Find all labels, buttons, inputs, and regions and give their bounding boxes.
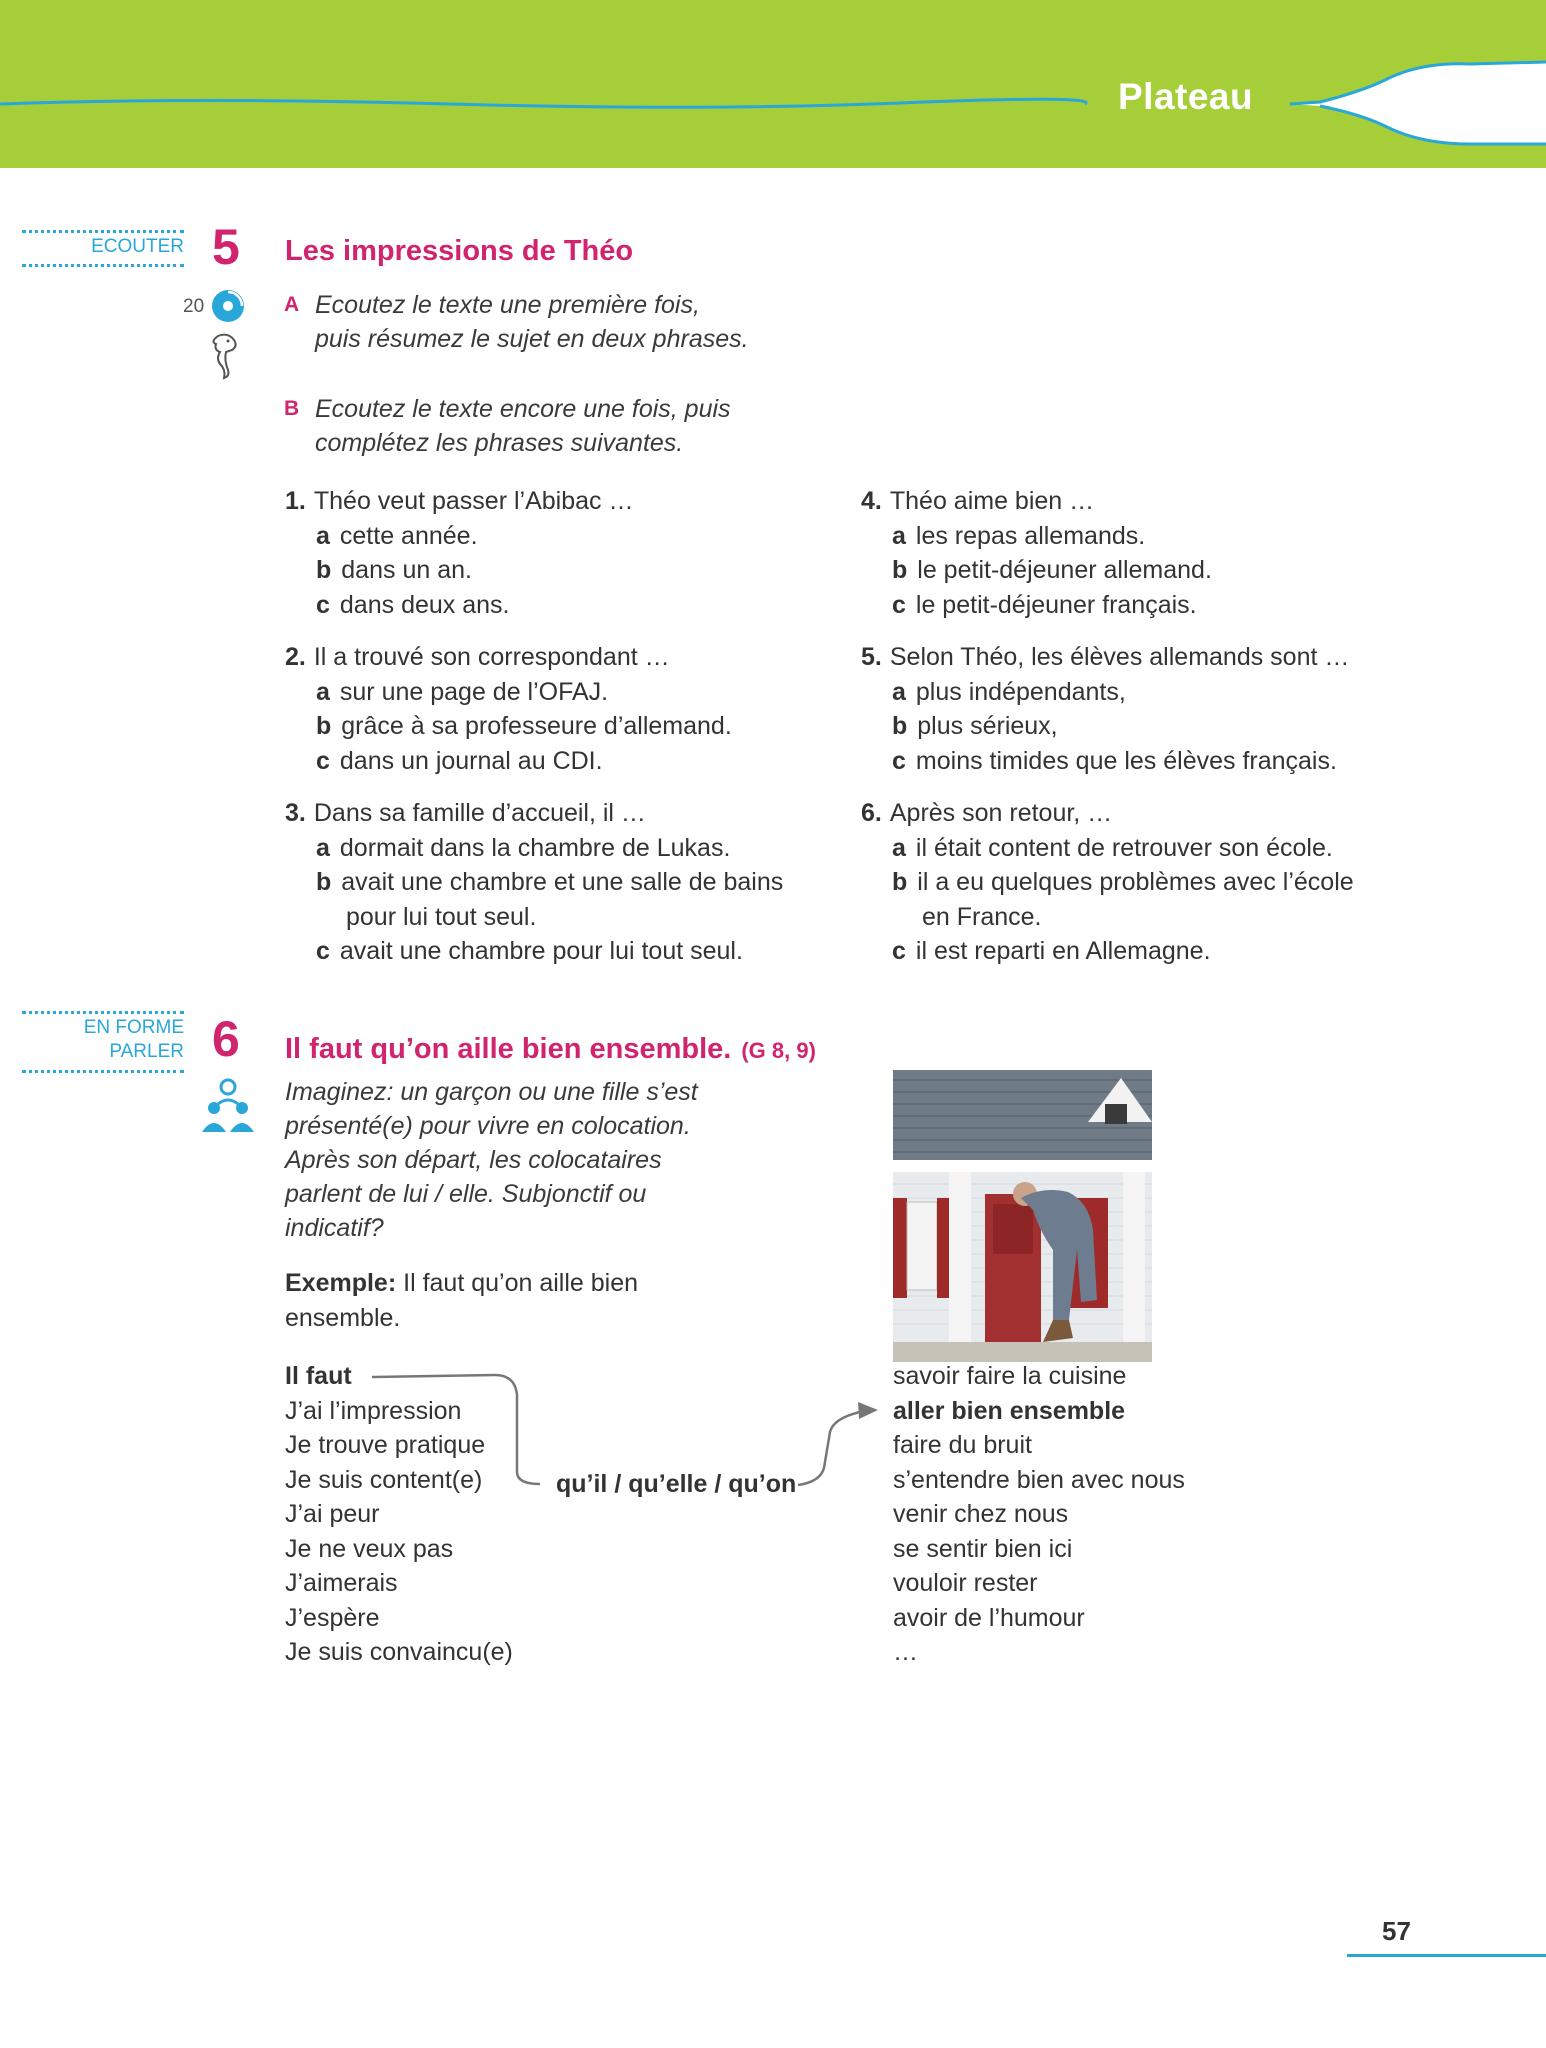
example: Exemple: Il faut qu’on aille bien ensemble.	[285, 1269, 639, 1332]
list-item: Je suis content(e)	[285, 1465, 483, 1494]
list-item: aller bien ensemble	[893, 1396, 1126, 1425]
answer-option[interactable]: a dormait dans la chambre de Lukas.	[316, 833, 731, 862]
answer-option-continuation: en France.	[922, 902, 1042, 931]
list-item: J’aimerais	[285, 1569, 398, 1597]
side-divider	[22, 264, 184, 267]
answer-option[interactable]: b il a eu quelques problèmes avec l’école	[892, 868, 1354, 896]
list-item: J’espère	[285, 1603, 380, 1632]
list-item: J’ai peur	[285, 1500, 380, 1528]
house-photo	[893, 1070, 1152, 1362]
question-6: 6. Après son retour, … a il était content de retrouver son école. b il a eu quelques problèmes avec l’école en France. c il est reparti en Allemagne.	[861, 796, 1354, 969]
skill-label-ecouter: ECOUTER	[91, 236, 184, 257]
answer-option[interactable]: b plus sérieux,	[892, 712, 1058, 740]
question-4: 4. Théo aime bien … a les repas allemands. b le petit-déjeuner allemand. c le petit-déjeuner français.	[861, 484, 1212, 622]
answer-option[interactable]: b dans un an.	[316, 556, 472, 584]
connector-label: qu’il / qu’elle / qu’on	[556, 1470, 797, 1498]
list-item: Je trouve pratique	[285, 1431, 486, 1459]
answer-option[interactable]: c dans deux ans.	[316, 590, 510, 619]
list-item: avoir de l’humour	[893, 1603, 1085, 1632]
answer-option[interactable]: c moins timides que les élèves français.	[892, 746, 1337, 775]
question-3: 3. Dans sa famille d’accueil, il … a dormait dans la chambre de Lukas. b avait une chambre et une salle de bains pour lui tout seul. c avait une chambre pour lui tout seul.	[285, 796, 783, 969]
answer-option[interactable]: c le petit-déjeuner français.	[892, 590, 1197, 619]
task-line: Ecoutez le texte encore une fois, puis	[315, 395, 731, 423]
list-item: Il faut	[285, 1362, 352, 1390]
verb-phrases	[893, 1359, 1185, 1670]
answer-option[interactable]: a il était content de retrouver son école.	[892, 833, 1333, 862]
answer-option-continuation: pour lui tout seul.	[346, 902, 537, 931]
task-letter: A	[284, 293, 300, 316]
answer-option[interactable]: b le petit-déjeuner allemand.	[892, 556, 1212, 584]
question-5: 5. Selon Théo, les élèves allemands sont … a plus indépendants, b plus sérieux, c moins timides que les élèves français.	[861, 640, 1349, 778]
answer-option[interactable]: a cette année.	[316, 521, 478, 550]
list-item: Je ne veux pas	[285, 1534, 454, 1563]
list-item: savoir faire la cuisine	[893, 1362, 1127, 1390]
dolphin-icon	[206, 330, 246, 382]
track-number: 20	[183, 296, 205, 317]
skill-label-parler: PARLER	[109, 1041, 184, 1062]
exercise-number: 6	[212, 1011, 240, 1067]
chapter-title: Plateau	[1118, 76, 1254, 117]
list-item: se sentir bien ici	[893, 1534, 1073, 1563]
answer-option[interactable]: b avait une chambre et une salle de bains	[316, 868, 784, 896]
example-label: Exemple:	[285, 1269, 397, 1297]
question-1: 1. Théo veut passer l’Abibac … a cette année. b dans un an. c dans deux ans.	[285, 484, 633, 622]
exercise-instruction: Imaginez: un garçon ou une fille s’est présenté(e) pour vivre en colocation. Après son départ, les colocataires parlent de lui / elle. Subjonctif ou indicatif?	[285, 1078, 698, 1242]
answer-option[interactable]: c il est reparti en Allemagne.	[892, 937, 1211, 965]
answer-option[interactable]: a sur une page de l’OFAJ.	[316, 677, 609, 706]
audio-cd-icon[interactable]	[210, 288, 246, 324]
list-item: …	[893, 1638, 918, 1666]
answer-option[interactable]: c dans un journal au CDI.	[316, 746, 603, 775]
list-item: s’entendre bien avec nous	[893, 1465, 1185, 1494]
answer-option[interactable]: c avait une chambre pour lui tout seul.	[316, 937, 743, 965]
task-line: complétez les phrases suivantes.	[315, 429, 684, 457]
side-divider	[22, 230, 184, 233]
grammar-reference: (G 8, 9)	[741, 1038, 816, 1063]
list-item: faire du bruit	[893, 1431, 1032, 1459]
answer-option[interactable]: b grâce à sa professeure d’allemand.	[316, 712, 732, 740]
answer-option[interactable]: a plus indépendants,	[892, 677, 1126, 706]
page-header	[0, 0, 1546, 168]
skill-label-en-forme: EN FORME	[83, 1017, 184, 1038]
exercise-title: Il faut qu’on aille bien ensemble. (G 8, 9)	[285, 1033, 816, 1065]
task-letter: B	[284, 397, 300, 420]
task-line: puis résumez le sujet en deux phrases.	[315, 325, 749, 353]
task-b	[284, 392, 731, 460]
list-item: Je suis convaincu(e)	[285, 1638, 513, 1666]
question-2: 2. Il a trouvé son correspondant … a sur une page de l’OFAJ. b grâce à sa professeure d’allemand. c dans un journal au CDI.	[285, 640, 732, 778]
page-number: 57	[1382, 1916, 1411, 1946]
pair-work-icon	[202, 1078, 254, 1134]
list-item: vouloir rester	[893, 1569, 1038, 1597]
list-item: J’ai l’impression	[285, 1396, 462, 1425]
list-item: venir chez nous	[893, 1500, 1069, 1528]
side-divider	[22, 1011, 184, 1014]
task-line: Ecoutez le texte une première fois,	[315, 291, 700, 319]
answer-option[interactable]: a les repas allemands.	[892, 521, 1146, 550]
exercise-number: 5	[212, 219, 240, 275]
task-a	[284, 288, 749, 356]
side-divider	[22, 1070, 184, 1073]
header-wave-decoration	[0, 0, 1546, 168]
page-number-rule	[1347, 1954, 1546, 1957]
exercise-title: Les impressions de Théo	[285, 235, 634, 267]
